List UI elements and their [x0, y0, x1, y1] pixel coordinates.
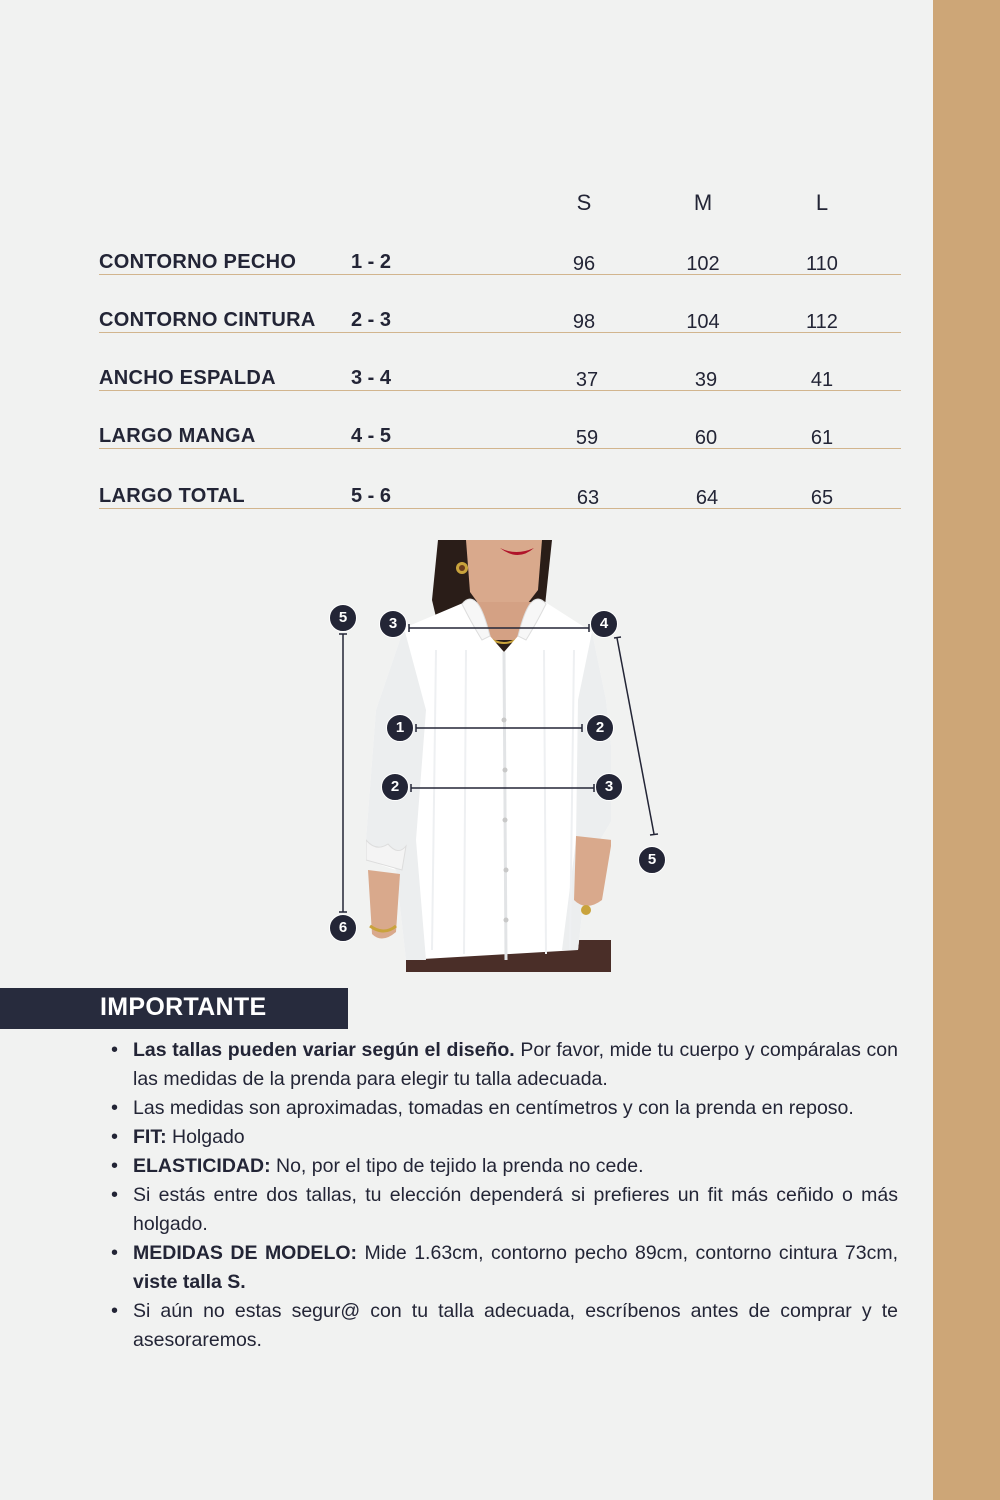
marker-6-bottom: 6 [329, 914, 357, 942]
cell-l: 112 [806, 311, 838, 333]
table-row [99, 418, 901, 449]
marker-4-shoulder: 4 [590, 610, 618, 638]
cell-m: 104 [686, 311, 720, 333]
cell-l: 61 [810, 427, 834, 449]
row-range: 1 - 2 [351, 251, 392, 273]
cell-s: 59 [575, 427, 599, 449]
marker-5-top: 5 [329, 604, 357, 632]
size-header-s: S [576, 190, 592, 215]
list-item: • Las tallas pueden variar según el diseño. Por favor, mide tu cuerpo y compáralas con las medidas de la prenda para elegir tu talla adecuada. [133, 1036, 898, 1094]
row-range: 3 - 4 [351, 367, 392, 389]
row-label: ANCHO ESPALDA [99, 367, 276, 389]
marker-2-chest: 2 [586, 714, 614, 742]
size-header-l: L [815, 190, 829, 215]
cell-m: 39 [694, 369, 718, 391]
cell-l: 110 [806, 253, 838, 275]
row-label: LARGO TOTAL [99, 485, 245, 507]
cell-l: 41 [810, 369, 834, 391]
list-item: • ELASTICIDAD: No, por el tipo de tejido la prenda no cede. [133, 1152, 898, 1181]
table-row [99, 244, 901, 275]
cell-s: 96 [572, 253, 596, 275]
list-item: • Si aún no estas segur@ con tu talla adecuada, escríbenos antes de comprar y te asesoraremos. [133, 1297, 898, 1355]
marker-5-sleeve: 5 [638, 846, 666, 874]
row-range: 2 - 3 [351, 309, 392, 331]
side-color-band [933, 0, 1000, 1500]
marker-3-waist: 3 [595, 773, 623, 801]
cell-s: 63 [576, 487, 600, 509]
list-item: • FIT: Holgado [133, 1123, 898, 1152]
important-banner [0, 988, 348, 1029]
important-notes [133, 1036, 898, 1355]
cell-s: 37 [575, 369, 599, 391]
list-item: • Si estás entre dos tallas, tu elección dependerá si prefieres un fit más ceñido o más holgado. [133, 1181, 898, 1239]
cell-m: 102 [686, 253, 720, 275]
list-item: • Las medidas son aproximadas, tomadas en centímetros y con la prenda en reposo. [133, 1094, 898, 1123]
marker-3-shoulder: 3 [379, 610, 407, 638]
important-title: IMPORTANTE [100, 993, 267, 1021]
cell-s: 98 [572, 311, 596, 333]
table-row [99, 302, 901, 333]
table-row [99, 478, 901, 509]
row-label: CONTORNO PECHO [99, 251, 297, 273]
cell-l: 65 [810, 487, 834, 509]
cell-m: 64 [695, 487, 719, 509]
row-label: CONTORNO CINTURA [99, 309, 316, 331]
cell-m: 60 [694, 427, 718, 449]
row-range: 5 - 6 [351, 485, 392, 507]
marker-1-chest: 1 [386, 714, 414, 742]
row-label: LARGO MANGA [99, 425, 256, 447]
size-header-m: M [693, 190, 713, 215]
table-row [99, 360, 901, 391]
model-photo [366, 540, 611, 972]
row-range: 4 - 5 [351, 425, 392, 447]
list-item: • MEDIDAS DE MODELO: Mide 1.63cm, contorno pecho 89cm, contorno cintura 73cm, viste talla S. [133, 1239, 898, 1297]
marker-2-waist: 2 [381, 773, 409, 801]
